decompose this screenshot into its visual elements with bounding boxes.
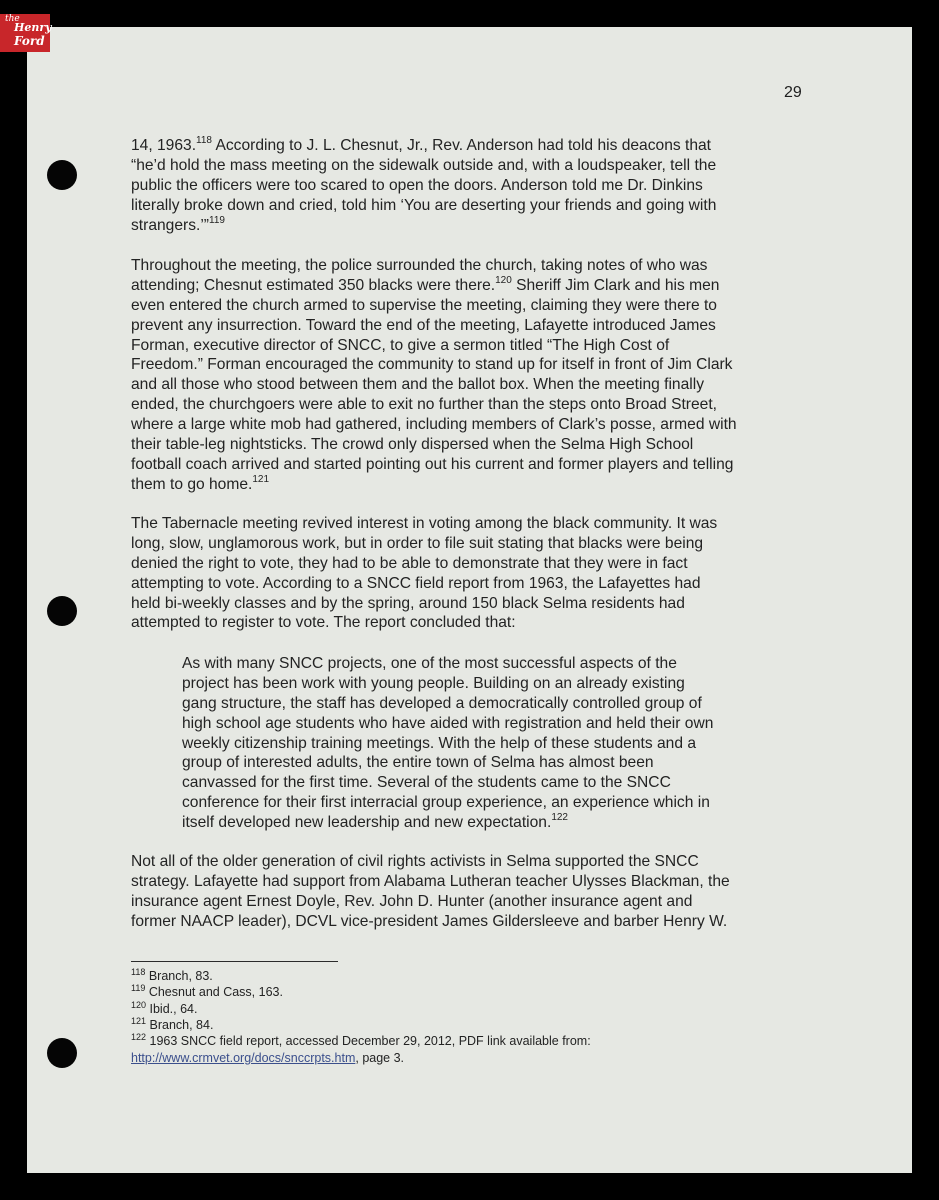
line-text: Throughout the meeting, the police surrounded the church, taking notes of who was bbox=[131, 257, 708, 274]
line-text: prevent any insurrection. Toward the end of the meeting, Lafayette introduced James bbox=[131, 316, 716, 334]
footnote bbox=[131, 1001, 591, 1017]
line-text: The Tabernacle meeting revived interest in voting among the black community. It was bbox=[131, 515, 718, 532]
logo-the: the bbox=[5, 14, 20, 24]
text-line bbox=[131, 375, 831, 395]
punch-hole-bottom bbox=[47, 1038, 77, 1068]
text-line bbox=[182, 813, 802, 833]
line-text: football coach arrived and started pointing out his current and former players and telling bbox=[131, 455, 734, 473]
text-line bbox=[131, 912, 831, 932]
text-line bbox=[131, 296, 831, 316]
line-text: former NAACP leader), DCVL vice-president James Gildersleeve and barber Henry W. bbox=[131, 912, 728, 930]
footnote-link[interactable]: http://www.crmvet.org/docs/snccrpts.htm bbox=[131, 1051, 356, 1065]
text-line bbox=[182, 793, 802, 813]
line-text: public the officers were too scared to open the doors. Anderson told me Dr. Dinkins bbox=[131, 176, 703, 194]
paragraph-4 bbox=[131, 852, 831, 932]
line-text: itself developed new leadership and new expectation. bbox=[182, 814, 552, 832]
text-line bbox=[131, 455, 831, 475]
text-line bbox=[131, 316, 831, 336]
text-line bbox=[131, 574, 831, 594]
text-line bbox=[131, 176, 831, 196]
footnote-text: Ibid., 64. bbox=[146, 1001, 198, 1016]
line-text: Sheriff Jim Clark and his men bbox=[511, 276, 720, 294]
line-text: high school age students who have aided with registration and held their own bbox=[182, 714, 714, 732]
line-text: strategy. Lafayette had support from Alabama Lutheran teacher Ulysses Blackman, the bbox=[131, 872, 730, 890]
line-text: group of interested adults, the entire town of Selma has almost been bbox=[182, 754, 654, 772]
text-line bbox=[131, 355, 831, 375]
line-text: gang structure, the staff has developed a democratically controlled group of bbox=[182, 694, 702, 712]
footnote-divider bbox=[131, 961, 338, 962]
text-line bbox=[182, 734, 802, 754]
line-text: ended, the churchgoers were able to exit no further than the steps onto Broad Street, bbox=[131, 396, 717, 414]
page-number: 29 bbox=[784, 84, 802, 101]
block-quote bbox=[182, 654, 802, 833]
footnote-text: 1963 SNCC field report, accessed December 29, 2012, PDF link available from: bbox=[146, 1034, 591, 1049]
paragraph-2 bbox=[131, 256, 831, 495]
text-line bbox=[131, 475, 831, 495]
line-text: their table-leg nightsticks. The crowd only dispersed when the Selma High School bbox=[131, 436, 694, 454]
text-line bbox=[131, 872, 831, 892]
line-text: them to go home. bbox=[131, 475, 253, 493]
text-line bbox=[182, 654, 802, 674]
paragraph-1 bbox=[131, 136, 831, 235]
line-text: “he’d hold the mass meeting on the sidewalk outside and, with a loudspeaker, tell the bbox=[131, 156, 717, 174]
text-line bbox=[131, 435, 831, 455]
line-text: denied the right to vote, they had to be able to demonstrate that they were in fact bbox=[131, 554, 688, 572]
henry-ford-logo bbox=[0, 14, 50, 52]
footnote-text: Chesnut and Cass, 163. bbox=[145, 985, 283, 1000]
text-line bbox=[182, 714, 802, 734]
footnote-link-line bbox=[131, 1050, 404, 1066]
text-line bbox=[131, 216, 831, 236]
line-text: project has been work with young people. Building on an already existing bbox=[182, 674, 685, 692]
line-text: According to J. L. Chesnut, Jr., Rev. Anderson had told his deacons that bbox=[212, 137, 712, 154]
logo-henry: Henry bbox=[14, 21, 52, 34]
footnote-number: 119 bbox=[131, 983, 146, 994]
line-text: Forman, executive director of SNCC, to give a sermon titled “The High Cost of bbox=[131, 336, 670, 354]
text-line bbox=[131, 554, 831, 574]
text-line bbox=[131, 514, 831, 534]
text-line bbox=[131, 534, 831, 554]
line-text: attempting to vote. According to a SNCC field report from 1963, the Lafayettes had bbox=[131, 574, 701, 592]
footnote-number: 118 bbox=[131, 967, 146, 977]
line-text: As with many SNCC projects, one of the most successful aspects of the bbox=[182, 655, 677, 672]
footnote-number: 122 bbox=[131, 1032, 147, 1043]
footnote bbox=[131, 968, 591, 984]
text-line bbox=[131, 136, 831, 156]
footnote bbox=[131, 1017, 591, 1033]
footnote-text: Branch, 83. bbox=[145, 969, 213, 983]
line-text: strangers.’” bbox=[131, 216, 209, 234]
line-text: literally broke down and cried, told him ‘You are deserting your friends and going with bbox=[131, 196, 717, 214]
footnote-ref: 119 bbox=[209, 214, 225, 226]
text-line bbox=[131, 852, 831, 872]
text-line bbox=[131, 256, 831, 276]
punch-hole-middle bbox=[47, 596, 77, 626]
text-line bbox=[131, 415, 831, 435]
text-line bbox=[182, 694, 802, 714]
line-text: attending; Chesnut estimated 350 blacks were there. bbox=[131, 276, 496, 294]
footnotes bbox=[131, 968, 591, 1049]
footnote-number: 121 bbox=[131, 1015, 147, 1026]
text-line bbox=[182, 753, 802, 773]
line-text: even entered the church armed to supervise the meeting, claiming they were there to bbox=[131, 296, 717, 314]
text-line bbox=[131, 892, 831, 912]
line-text: 14, 1963. bbox=[131, 137, 197, 154]
line-text: Freedom.” Forman encouraged the community to stand up for itself in front of Jim Clark bbox=[131, 356, 733, 374]
text-line bbox=[131, 156, 831, 176]
line-text: conference for their first interracial group experience, an experience which in bbox=[182, 794, 710, 812]
line-text: Not all of the older generation of civil rights activists in Selma supported the SNCC bbox=[131, 853, 699, 870]
line-text: insurance agent Ernest Doyle, Rev. John D. Hunter (another insurance agent and bbox=[131, 892, 693, 910]
footnote-text: Branch, 84. bbox=[146, 1017, 214, 1032]
footnote-number: 120 bbox=[131, 999, 147, 1010]
line-text: canvassed for the first time. Several of the students came to the SNCC bbox=[182, 774, 671, 792]
footnote-link-suffix: , page 3. bbox=[355, 1051, 405, 1065]
paragraph-3 bbox=[131, 514, 831, 633]
footnote-ref: 122 bbox=[551, 812, 568, 824]
footnote bbox=[131, 984, 591, 1000]
text-line bbox=[182, 674, 802, 694]
line-text: attempted to register to vote. The report concluded that: bbox=[131, 614, 516, 632]
line-text: weekly citizenship training meetings. With the help of these students and a bbox=[182, 734, 697, 752]
line-text: long, slow, unglamorous work, but in order to file suit stating that blacks were being bbox=[131, 534, 704, 552]
logo-ford: Ford bbox=[14, 34, 45, 48]
punch-hole-top bbox=[47, 160, 77, 190]
text-line bbox=[182, 773, 802, 793]
text-line bbox=[131, 613, 831, 633]
text-line bbox=[131, 395, 831, 415]
footnote bbox=[131, 1033, 591, 1049]
text-line bbox=[131, 336, 831, 356]
footnote-ref: 118 bbox=[196, 135, 212, 146]
text-line bbox=[131, 276, 831, 296]
footnote-ref: 120 bbox=[495, 274, 512, 286]
line-text: held bi-weekly classes and by the spring, around 150 black Selma residents had bbox=[131, 594, 685, 612]
line-text: where a large white mob had gathered, including members of Clark’s posse, armed with bbox=[131, 416, 737, 434]
footnote-ref: 121 bbox=[252, 473, 270, 485]
line-text: and all those who stood between them and the ballot box. When the meeting finally bbox=[131, 376, 705, 394]
text-line bbox=[131, 594, 831, 614]
text-line bbox=[131, 196, 831, 216]
